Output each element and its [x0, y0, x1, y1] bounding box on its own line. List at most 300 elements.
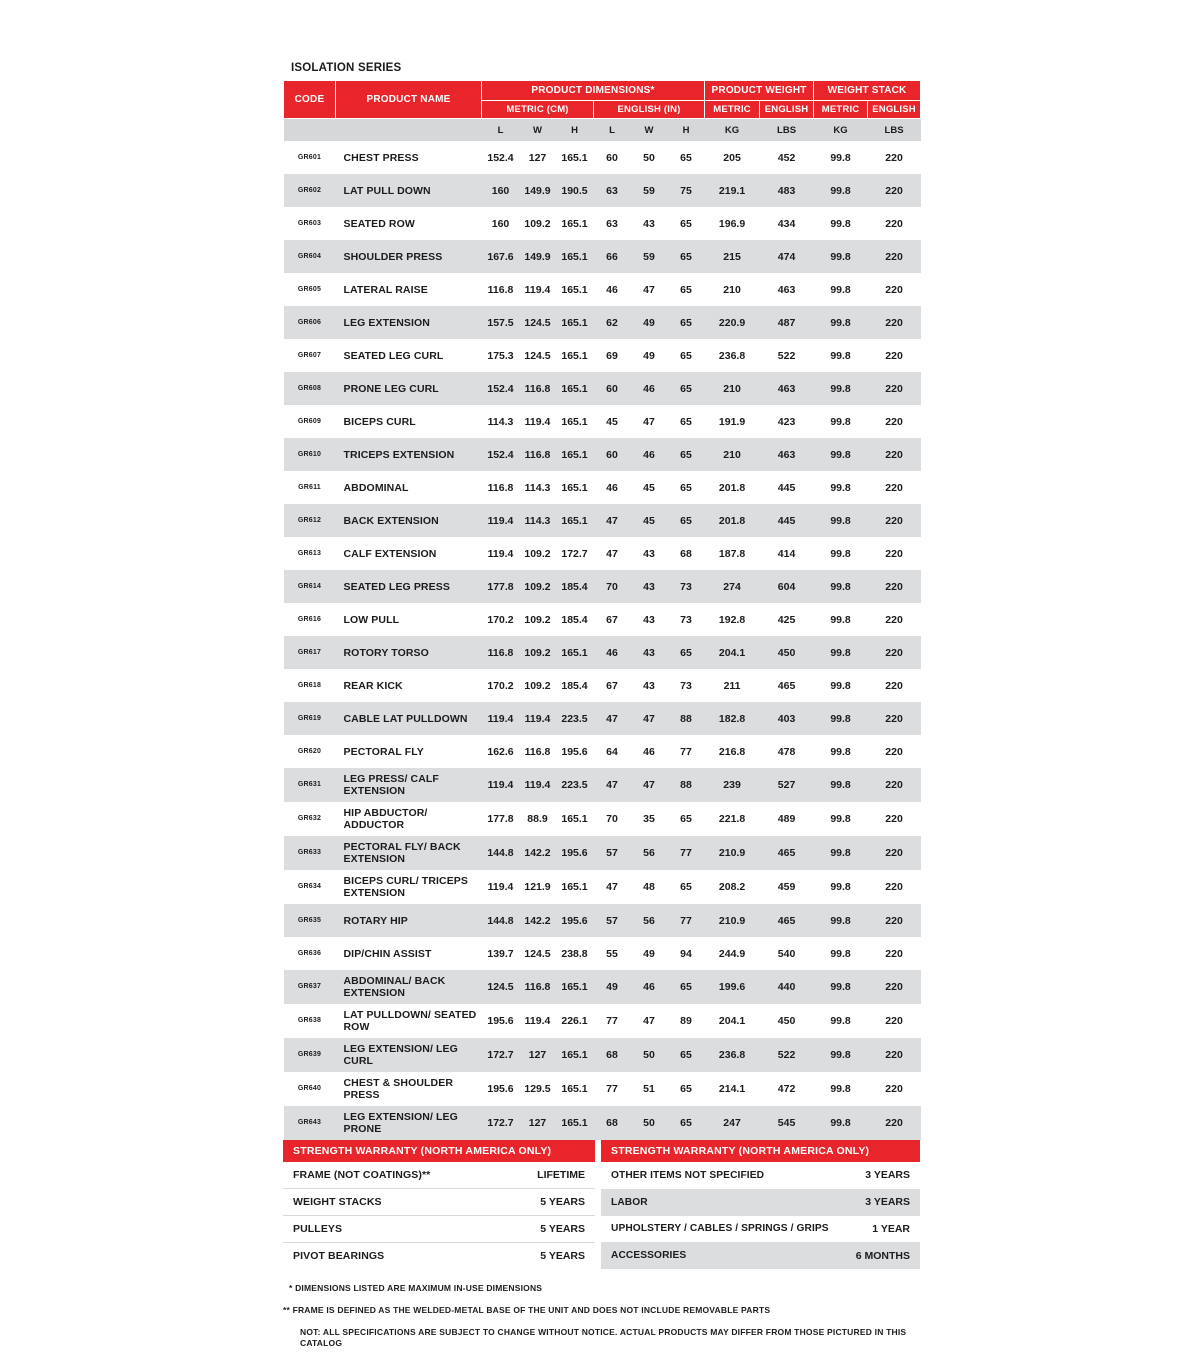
metric-h-cell: 165.1 — [561, 316, 588, 329]
warranty-row — [601, 1242, 920, 1269]
product-code-cell: GR605 — [297, 285, 322, 293]
warranty-section — [283, 1140, 920, 1269]
weight-lbs-cell: 522 — [777, 349, 796, 362]
metric-l-cell: 152.4 — [487, 151, 514, 164]
english-l-cell: 60 — [606, 382, 618, 395]
product-code-cell: GR632 — [297, 815, 322, 822]
weight-kg-cell: 239 — [723, 779, 741, 791]
stack-kg-cell: 99.8 — [830, 646, 851, 659]
weight-lbs-cell: 450 — [777, 1015, 796, 1027]
english-l-cell: 63 — [606, 184, 618, 197]
table-row — [284, 768, 921, 802]
units-spacer — [336, 119, 482, 142]
product-name-cell: PECTORAL FLY — [343, 745, 424, 758]
english-w-cell: 56 — [643, 914, 655, 927]
stack-kg-cell: 99.8 — [830, 184, 851, 197]
english-h-cell: 77 — [680, 847, 692, 859]
warranty-term-value: LIFETIME — [537, 1169, 585, 1181]
english-w-cell: 48 — [643, 881, 655, 893]
weight-kg-cell: 210.9 — [718, 847, 746, 859]
weight-lbs-cell: 465 — [777, 847, 796, 859]
english-w-cell: 43 — [643, 217, 655, 230]
product-code-cell: GR608 — [297, 384, 322, 392]
warranty-row — [601, 1162, 920, 1189]
metric-l-cell: 152.4 — [487, 448, 514, 461]
weight-kg-cell: 182.8 — [718, 712, 746, 725]
warranty-right-title: STRENGTH WARRANTY (NORTH AMERICA ONLY) — [601, 1140, 920, 1162]
metric-w-cell: 129.5 — [524, 1083, 551, 1095]
weight-lbs-cell: 478 — [777, 745, 796, 758]
weight-kg-cell: 210.9 — [718, 914, 746, 927]
product-code-cell: GR606 — [297, 318, 322, 326]
metric-w-cell: 88.9 — [527, 813, 548, 825]
english-w-cell: 47 — [643, 415, 655, 428]
english-w-cell: 46 — [643, 745, 655, 758]
english-l-cell: 47 — [606, 547, 618, 560]
col-header-code: CODE — [284, 81, 336, 119]
product-name-cell: CABLE LAT PULLDOWN — [343, 712, 468, 725]
metric-h-cell: 195.6 — [561, 847, 588, 859]
warranty-row — [601, 1189, 920, 1216]
unit-label: W — [520, 119, 556, 142]
product-name-cell: LEG PRESS/ CALF EXTENSION — [343, 773, 439, 797]
english-l-cell: 47 — [606, 712, 618, 725]
weight-lbs-cell: 527 — [777, 779, 796, 791]
weight-kg-cell: 236.8 — [718, 349, 746, 362]
unit-label: H — [556, 119, 594, 142]
weight-kg-cell: 205 — [723, 151, 741, 164]
stack-lbs-cell: 220 — [885, 914, 903, 927]
stack-kg-cell: 99.8 — [830, 316, 851, 329]
stack-lbs-cell: 220 — [885, 283, 903, 296]
metric-h-cell: 185.4 — [561, 613, 588, 626]
stack-lbs-cell: 220 — [885, 184, 903, 197]
metric-h-cell: 190.5 — [561, 184, 588, 197]
warranty-term-value: 6 MONTHS — [855, 1249, 910, 1262]
product-name-cell: BICEPS CURL — [343, 415, 416, 428]
weight-lbs-cell: 463 — [777, 382, 796, 395]
metric-w-cell: 119.4 — [524, 779, 551, 791]
weight-kg-cell: 211 — [723, 679, 741, 692]
table-row — [284, 471, 921, 504]
footnote-text: * DIMENSIONS LISTED ARE MAXIMUM IN-USE DIMENSIONS — [289, 1283, 543, 1293]
weight-lbs-cell: 463 — [777, 283, 796, 296]
warranty-item-label: UPHOLSTERY / CABLES / SPRINGS / GRIPS — [611, 1223, 829, 1235]
metric-w-cell: 142.2 — [524, 847, 551, 859]
english-w-cell: 35 — [643, 813, 655, 825]
col-header-weight-english: ENGLISH — [760, 101, 814, 119]
weight-lbs-cell: 483 — [777, 184, 796, 197]
warranty-row — [283, 1243, 595, 1270]
metric-w-cell: 127 — [528, 1117, 547, 1129]
weight-kg-cell: 196.9 — [718, 217, 746, 230]
english-h-cell: 65 — [680, 1117, 692, 1129]
weight-kg-cell: 236.8 — [718, 1049, 746, 1061]
product-name-cell: DIP/CHIN ASSIST — [343, 947, 432, 960]
english-l-cell: 47 — [606, 779, 618, 791]
english-l-cell: 64 — [606, 745, 618, 758]
table-row — [284, 702, 921, 735]
stack-lbs-cell: 220 — [885, 613, 903, 626]
metric-h-cell: 165.1 — [561, 1083, 588, 1095]
metric-l-cell: 116.8 — [487, 283, 514, 296]
english-h-cell: 65 — [680, 481, 692, 494]
warranty-item-label: PULLEYS — [293, 1223, 343, 1235]
english-h-cell: 77 — [680, 745, 692, 758]
english-l-cell: 57 — [606, 847, 618, 859]
warranty-item-label: PIVOT BEARINGS — [293, 1250, 385, 1262]
english-h-cell: 65 — [680, 316, 692, 329]
product-code-cell: GR635 — [297, 916, 322, 924]
product-code-cell: GR638 — [297, 1017, 322, 1024]
warranty-row — [283, 1162, 595, 1189]
stack-lbs-cell: 220 — [885, 448, 903, 461]
english-l-cell: 46 — [606, 481, 618, 494]
metric-w-cell: 142.2 — [524, 914, 551, 927]
product-code-cell: GR614 — [297, 582, 322, 590]
english-l-cell: 47 — [606, 514, 618, 527]
english-l-cell: 49 — [606, 981, 618, 993]
spec-sheet — [283, 62, 920, 1360]
weight-kg-cell: 210 — [723, 382, 741, 395]
english-w-cell: 59 — [643, 184, 655, 197]
product-name-cell: SEATED LEG CURL — [343, 349, 444, 362]
weight-kg-cell: 220.9 — [718, 316, 746, 329]
metric-h-cell: 165.1 — [561, 813, 588, 825]
stack-kg-cell: 99.8 — [830, 947, 851, 960]
stack-lbs-cell: 220 — [885, 481, 903, 494]
product-code-cell: GR610 — [297, 450, 322, 458]
weight-lbs-cell: 540 — [777, 947, 796, 960]
units-spacer — [284, 119, 336, 142]
product-name-cell: REAR KICK — [343, 679, 403, 692]
product-name-cell: ABDOMINAL — [343, 481, 409, 494]
metric-h-cell: 195.6 — [561, 914, 588, 927]
warranty-table-right — [601, 1140, 920, 1269]
english-l-cell: 67 — [606, 613, 618, 626]
metric-l-cell: 116.8 — [487, 646, 514, 659]
stack-kg-cell: 99.8 — [830, 779, 851, 791]
table-row — [284, 603, 921, 636]
product-name-cell: LEG EXTENSION — [343, 316, 430, 329]
product-code-cell: GR643 — [297, 1119, 322, 1126]
stack-lbs-cell: 220 — [885, 847, 903, 859]
metric-w-cell: 124.5 — [524, 349, 551, 362]
english-w-cell: 47 — [643, 283, 655, 296]
product-code-cell: GR611 — [298, 483, 321, 491]
stack-kg-cell: 99.8 — [830, 514, 851, 527]
english-h-cell: 88 — [680, 712, 692, 725]
weight-lbs-cell: 465 — [777, 679, 796, 692]
english-l-cell: 47 — [606, 881, 618, 893]
metric-h-cell: 165.1 — [561, 514, 588, 527]
weight-kg-cell: 215 — [723, 250, 741, 263]
english-w-cell: 49 — [643, 316, 655, 329]
product-code-cell: GR609 — [297, 417, 322, 425]
stack-kg-cell: 99.8 — [830, 382, 851, 395]
english-h-cell: 65 — [680, 981, 692, 993]
metric-w-cell: 109.2 — [524, 646, 551, 659]
weight-lbs-cell: 440 — [777, 981, 796, 993]
english-w-cell: 43 — [643, 646, 655, 659]
english-l-cell: 68 — [606, 1117, 618, 1129]
warranty-row — [283, 1216, 595, 1243]
metric-l-cell: 177.8 — [487, 813, 514, 825]
unit-label: KG — [705, 119, 760, 142]
metric-w-cell: 119.4 — [524, 415, 551, 428]
metric-w-cell: 127 — [528, 151, 547, 164]
english-h-cell: 65 — [680, 881, 692, 893]
metric-l-cell: 167.6 — [487, 250, 514, 263]
english-l-cell: 67 — [606, 679, 618, 692]
stack-kg-cell: 99.8 — [830, 349, 851, 362]
isolation-series-table — [283, 80, 921, 1140]
english-h-cell: 65 — [680, 1083, 692, 1095]
english-w-cell: 50 — [643, 1117, 655, 1129]
weight-kg-cell: 201.8 — [718, 481, 746, 494]
english-w-cell: 43 — [643, 547, 655, 560]
english-h-cell: 65 — [680, 151, 692, 164]
product-code-cell: GR613 — [297, 549, 322, 557]
english-h-cell: 65 — [680, 813, 692, 825]
weight-kg-cell: 204.1 — [718, 1015, 746, 1027]
unit-label: W — [631, 119, 668, 142]
metric-w-cell: 109.2 — [524, 679, 551, 692]
metric-h-cell: 238.8 — [561, 947, 588, 960]
metric-l-cell: 114.3 — [487, 415, 514, 428]
metric-w-cell: 109.2 — [524, 217, 551, 230]
metric-l-cell: 172.7 — [487, 1049, 514, 1061]
metric-w-cell: 119.4 — [524, 712, 551, 725]
english-l-cell: 57 — [606, 914, 618, 927]
warranty-row — [283, 1189, 595, 1216]
table-row — [284, 339, 921, 372]
weight-kg-cell: 187.8 — [718, 547, 746, 560]
weight-kg-cell: 214.1 — [718, 1083, 746, 1095]
product-code-cell: GR607 — [297, 351, 322, 359]
stack-kg-cell: 99.8 — [830, 981, 851, 993]
product-code-cell: GR637 — [297, 983, 322, 990]
english-h-cell: 65 — [680, 1049, 692, 1061]
english-w-cell: 43 — [643, 580, 655, 593]
product-code-cell: GR636 — [297, 949, 322, 957]
weight-kg-cell: 191.9 — [718, 415, 746, 428]
product-code-cell: GR620 — [297, 747, 322, 755]
metric-w-cell: 119.4 — [524, 283, 551, 296]
metric-w-cell: 124.5 — [524, 316, 551, 329]
english-h-cell: 65 — [680, 250, 692, 263]
warranty-row — [601, 1216, 920, 1243]
stack-lbs-cell: 220 — [885, 646, 903, 659]
table-row — [284, 870, 921, 904]
table-row — [284, 537, 921, 570]
table-row — [284, 405, 921, 438]
col-header-product-dimensions: PRODUCT DIMENSIONS* — [482, 81, 705, 101]
stack-lbs-cell: 220 — [885, 1049, 903, 1061]
weight-kg-cell: 199.6 — [718, 981, 746, 993]
metric-l-cell: 160 — [491, 184, 510, 197]
product-name-cell: CHEST PRESS — [343, 151, 419, 164]
table-row — [284, 802, 921, 836]
english-w-cell: 45 — [643, 481, 655, 494]
product-name-cell: BACK EXTENSION — [343, 514, 439, 527]
col-header-english-in: ENGLISH (IN) — [594, 101, 705, 119]
metric-h-cell: 165.1 — [561, 382, 588, 395]
weight-kg-cell: 210 — [723, 283, 741, 296]
product-code-cell: GR603 — [297, 219, 322, 227]
stack-lbs-cell: 220 — [885, 881, 903, 893]
table-row — [284, 1072, 921, 1106]
english-h-cell: 88 — [680, 779, 692, 791]
metric-l-cell: 144.8 — [487, 914, 514, 927]
weight-kg-cell: 247 — [723, 1117, 741, 1129]
metric-w-cell: 119.4 — [524, 1015, 551, 1027]
weight-lbs-cell: 425 — [777, 613, 796, 626]
stack-kg-cell: 99.8 — [830, 679, 851, 692]
weight-lbs-cell: 487 — [777, 316, 796, 329]
product-name-cell: LATERAL RAISE — [343, 283, 428, 296]
metric-h-cell: 165.1 — [561, 349, 588, 362]
english-l-cell: 62 — [606, 316, 618, 329]
weight-lbs-cell: 522 — [777, 1049, 796, 1061]
metric-l-cell: 139.7 — [487, 947, 514, 960]
metric-w-cell: 114.3 — [524, 481, 551, 494]
weight-lbs-cell: 604 — [777, 580, 796, 593]
english-h-cell: 65 — [680, 283, 692, 296]
warranty-item-label: LABOR — [611, 1196, 648, 1208]
product-name-cell: ROTARY HIP — [343, 914, 408, 927]
english-w-cell: 46 — [643, 448, 655, 461]
product-name-cell: ABDOMINAL/ BACK EXTENSION — [343, 975, 446, 999]
english-h-cell: 65 — [680, 514, 692, 527]
footnote-text: NOT: ALL SPECIFICATIONS ARE SUBJECT TO CHANGE WITHOUT NOTICE. ACTUAL PRODUCTS MAY DIFFER FROM THOSE PICTURED IN THIS CATALOG — [300, 1327, 907, 1348]
stack-kg-cell: 99.8 — [830, 448, 851, 461]
stack-lbs-cell: 220 — [885, 547, 903, 560]
metric-l-cell: 119.4 — [487, 779, 514, 791]
stack-kg-cell: 99.8 — [830, 250, 851, 263]
metric-h-cell: 165.1 — [561, 283, 588, 296]
weight-lbs-cell: 489 — [777, 813, 796, 825]
stack-kg-cell: 99.8 — [830, 1015, 851, 1027]
product-code-cell: GR604 — [297, 252, 322, 260]
product-code-cell: GR617 — [297, 648, 322, 656]
english-l-cell: 46 — [606, 646, 618, 659]
weight-lbs-cell: 474 — [777, 250, 796, 263]
product-name-cell: LAT PULL DOWN — [343, 184, 431, 197]
stack-lbs-cell: 220 — [885, 580, 903, 593]
weight-lbs-cell: 545 — [777, 1117, 796, 1129]
english-l-cell: 66 — [606, 250, 618, 263]
english-w-cell: 46 — [643, 981, 655, 993]
english-l-cell: 68 — [606, 1049, 618, 1061]
metric-h-cell: 223.5 — [561, 779, 588, 791]
stack-kg-cell: 99.8 — [830, 712, 851, 725]
english-w-cell: 43 — [643, 679, 655, 692]
metric-w-cell: 149.9 — [524, 184, 551, 197]
metric-h-cell: 223.5 — [561, 712, 588, 725]
english-l-cell: 77 — [606, 1015, 618, 1027]
stack-lbs-cell: 220 — [885, 745, 903, 758]
stack-lbs-cell: 220 — [885, 679, 903, 692]
unit-label: LBS — [760, 119, 814, 142]
unit-label: KG — [814, 119, 868, 142]
warranty-item-label: OTHER ITEMS NOT SPECIFIED — [611, 1169, 765, 1181]
product-name-cell: PRONE LEG CURL — [343, 382, 439, 395]
stack-kg-cell: 99.8 — [830, 547, 851, 560]
english-w-cell: 47 — [643, 1015, 655, 1027]
metric-h-cell: 226.1 — [561, 1015, 588, 1027]
metric-l-cell: 116.8 — [487, 481, 514, 494]
stack-lbs-cell: 220 — [885, 1117, 903, 1129]
english-h-cell: 65 — [680, 415, 692, 428]
metric-h-cell: 165.1 — [561, 448, 588, 461]
metric-l-cell: 172.7 — [487, 1117, 514, 1129]
stack-kg-cell: 99.8 — [830, 813, 851, 825]
english-h-cell: 73 — [680, 679, 692, 692]
weight-kg-cell: 201.8 — [718, 514, 746, 527]
english-w-cell: 59 — [643, 250, 655, 263]
weight-lbs-cell: 434 — [777, 217, 796, 230]
table-row — [284, 273, 921, 306]
english-h-cell: 65 — [680, 646, 692, 659]
product-name-cell: ROTORY TORSO — [343, 646, 429, 659]
product-name-cell: CALF EXTENSION — [343, 547, 437, 560]
table-row — [284, 240, 921, 273]
english-h-cell: 65 — [680, 448, 692, 461]
stack-kg-cell: 99.8 — [830, 745, 851, 758]
english-h-cell: 73 — [680, 580, 692, 593]
english-h-cell: 65 — [680, 217, 692, 230]
col-header-stack-metric: METRIC — [814, 101, 868, 119]
weight-lbs-cell: 445 — [777, 514, 796, 527]
english-h-cell: 65 — [680, 382, 692, 395]
stack-lbs-cell: 220 — [885, 779, 903, 791]
metric-h-cell: 195.6 — [561, 745, 588, 758]
metric-w-cell: 127 — [528, 1049, 547, 1061]
footnotes — [283, 1283, 920, 1349]
metric-w-cell: 109.2 — [524, 580, 551, 593]
weight-lbs-cell: 445 — [777, 481, 796, 494]
english-h-cell: 68 — [680, 547, 692, 560]
metric-h-cell: 165.1 — [561, 981, 588, 993]
product-name-cell: LAT PULLDOWN/ SEATED ROW — [343, 1009, 477, 1033]
stack-lbs-cell: 220 — [885, 382, 903, 395]
product-name-cell: LEG EXTENSION/ LEG CURL — [343, 1043, 458, 1067]
stack-lbs-cell: 220 — [885, 217, 903, 230]
english-l-cell: 70 — [606, 580, 618, 593]
table-row — [284, 904, 921, 937]
metric-l-cell: 119.4 — [487, 514, 514, 527]
product-name-cell: LOW PULL — [343, 613, 400, 626]
weight-lbs-cell: 423 — [777, 415, 796, 428]
warranty-term-value: 5 YEARS — [540, 1196, 585, 1208]
table-row — [284, 836, 921, 870]
stack-lbs-cell: 220 — [885, 250, 903, 263]
stack-lbs-cell: 220 — [885, 981, 903, 993]
weight-lbs-cell: 414 — [777, 547, 796, 560]
unit-label: L — [482, 119, 520, 142]
product-name-cell: SHOULDER PRESS — [343, 250, 443, 263]
metric-w-cell: 116.8 — [524, 448, 551, 461]
english-w-cell: 50 — [643, 1049, 655, 1061]
metric-l-cell: 170.2 — [487, 679, 514, 692]
metric-l-cell: 144.8 — [487, 847, 514, 859]
unit-label: L — [594, 119, 631, 142]
english-l-cell: 60 — [606, 448, 618, 461]
metric-w-cell: 121.9 — [524, 881, 551, 893]
warranty-term-value: 3 YEARS — [865, 1169, 910, 1182]
english-w-cell: 49 — [643, 349, 655, 362]
